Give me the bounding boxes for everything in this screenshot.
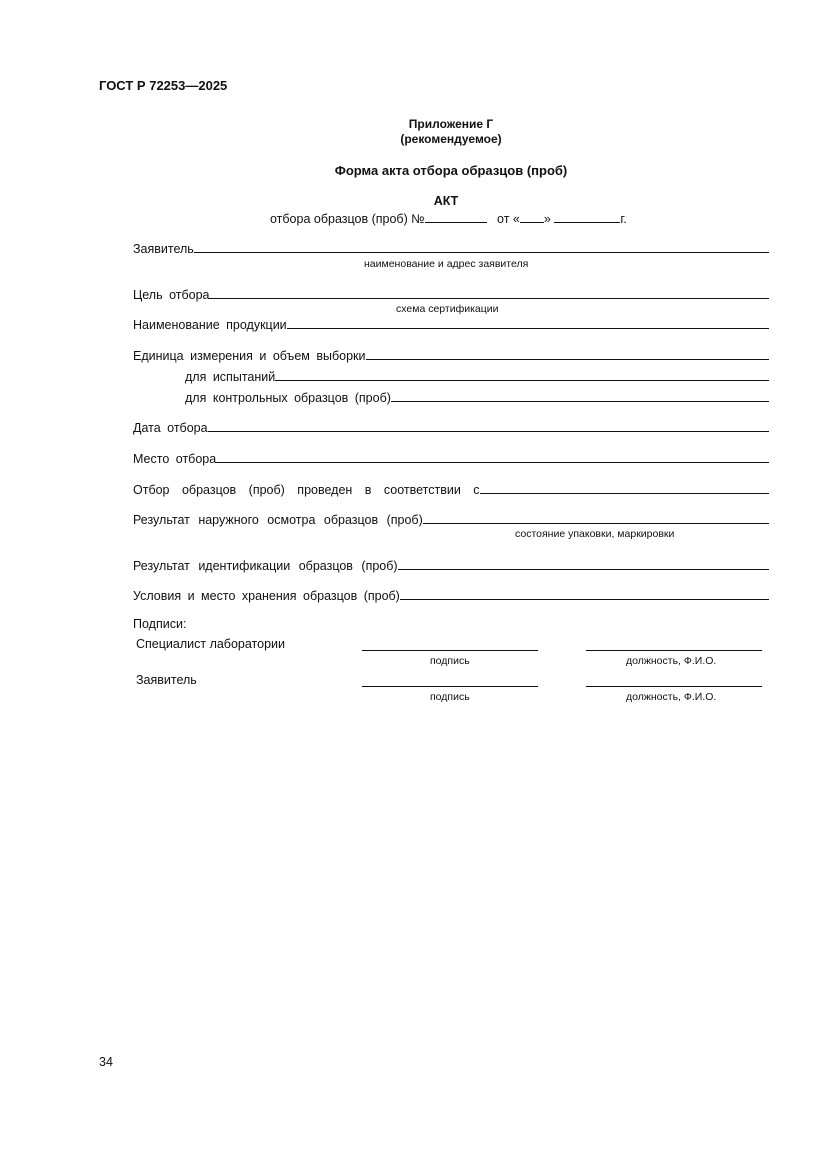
applicant-hint: наименование и адрес заявителя [364,258,529,270]
for-tests-label: для испытаний [185,370,276,384]
act-month-blank[interactable] [554,210,620,223]
signature-line-applicant[interactable] [362,686,538,687]
signature-role-lab-specialist: Специалист лаборатории [136,637,286,651]
signature-hint-applicant: подпись [430,691,470,703]
act-from-label: от « [497,212,520,226]
act-day-blank[interactable] [520,210,544,223]
position-line-lab-specialist[interactable] [586,650,762,651]
position-hint-lab-specialist: должность, Ф.И.О. [626,655,717,667]
act-number-blank[interactable] [425,210,487,223]
act-subtitle [270,210,627,226]
external-inspection-hint: состояние упаковки, маркировки [515,528,675,540]
applicant-field[interactable] [133,238,769,256]
signature-role-applicant: Заявитель [136,673,197,687]
purpose-label: Цель отбора [133,288,210,302]
page-number: 34 [99,1055,113,1069]
external-inspection-field[interactable] [133,509,769,527]
for-control-label: для контрольных образцов (проб) [185,391,391,405]
conducted-per-label: Отбор образцов (проб) проведен в соответствии с [133,483,480,497]
position-line-applicant[interactable] [586,686,762,687]
sampling-place-label: Место отбора [133,452,217,466]
document-code: ГОСТ Р 72253—2025 [99,78,228,93]
applicant-line[interactable] [194,252,769,253]
sampling-place-field[interactable] [133,448,769,466]
act-subtitle-prefix: отбора образцов (проб) № [270,212,425,226]
external-inspection-line[interactable] [423,523,769,524]
form-title: Форма акта отбора образцов (проб) [334,163,568,178]
storage-field[interactable] [133,585,769,603]
applicant-label: Заявитель [133,242,194,256]
for-tests-line[interactable] [275,380,769,381]
sampling-date-field[interactable] [133,417,769,435]
signatures-title: Подписи: [133,617,187,631]
product-name-field[interactable] [133,314,769,332]
position-hint-applicant: должность, Ф.И.О. [626,691,717,703]
conducted-per-line[interactable] [480,493,769,494]
product-name-line[interactable] [287,328,769,329]
act-year-suffix: г. [620,212,627,226]
for-tests-field[interactable] [185,366,769,384]
storage-line[interactable] [400,599,769,600]
annex-status: (рекомендуемое) [400,132,502,146]
purpose-field[interactable] [133,284,769,302]
unit-volume-field[interactable] [133,345,769,363]
for-control-field[interactable] [185,387,769,405]
unit-volume-label: Единица измерения и объем выборки [133,349,366,363]
annex-title: Приложение Г [408,117,494,131]
storage-label: Условия и место хранения образцов (проб) [133,589,400,603]
identification-field[interactable] [133,555,769,573]
for-control-line[interactable] [391,401,769,402]
annex-heading [133,117,769,147]
external-inspection-label: Результат наружного осмотра образцов (проб) [133,513,423,527]
signature-line-lab-specialist[interactable] [362,650,538,651]
identification-label: Результат идентификации образцов (проб) [133,559,398,573]
unit-volume-line[interactable] [366,359,770,360]
sampling-date-line[interactable] [208,431,769,432]
purpose-line[interactable] [209,298,769,299]
purpose-hint: схема сертификации [396,303,499,315]
sampling-date-label: Дата отбора [133,421,208,435]
product-name-label: Наименование продукции [133,318,287,332]
sampling-place-line[interactable] [216,462,769,463]
identification-line[interactable] [398,569,769,570]
act-title: АКТ [433,194,459,208]
signature-hint-lab-specialist: подпись [430,655,470,667]
conducted-per-field[interactable] [133,479,769,497]
act-quote-close: » [543,212,551,226]
